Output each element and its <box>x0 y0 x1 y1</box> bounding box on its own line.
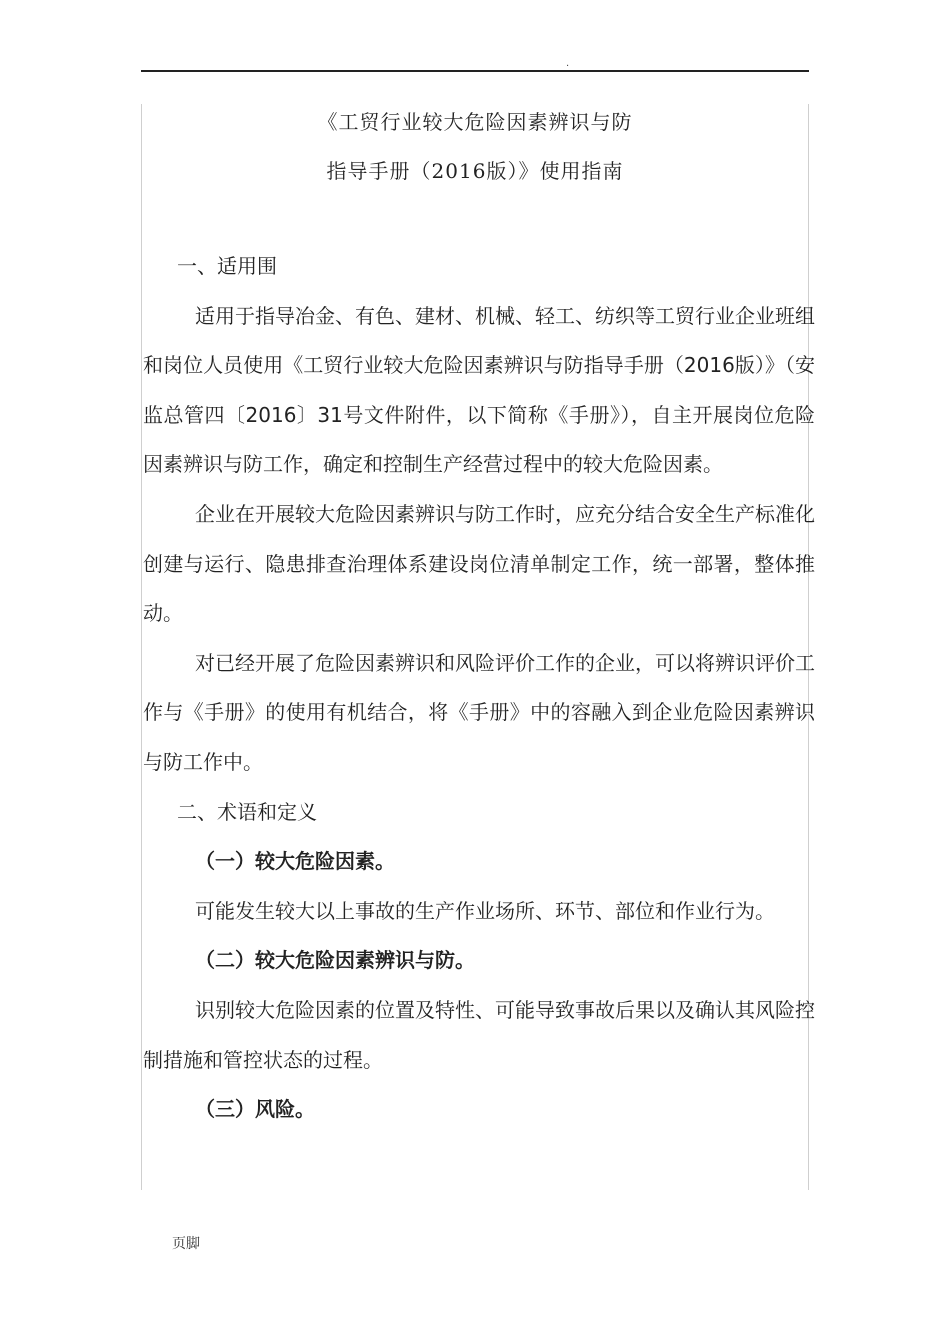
header-rule <box>141 70 809 72</box>
term-title-3: （三）风险。 <box>195 1097 315 1122</box>
section-heading-scope: 一、适用围 <box>177 254 277 278</box>
term-title-1: （一）较大危险因素。 <box>195 849 395 874</box>
document-title-line-1: 《工贸行业较大危险因素辨识与防 <box>317 110 633 134</box>
term-definition-2: 识别较大危险因素的位置及特性、可能导致事故后果以及确认其风险控制措施和管控状态的过程。 <box>143 997 815 1072</box>
paragraph-scope-3: 对已经开展了危险因素辨识和风险评价工作的企业，可以将辨识评价工作与《手册》的使用有机结合，将《手册》中的容融入到企业危险因素辨识与防工作中。 <box>143 650 815 774</box>
left-margin-line <box>141 104 142 1190</box>
page-footer: 页脚 <box>172 1236 200 1252</box>
document-body <box>143 242 815 1135</box>
header-marker: . <box>566 58 570 69</box>
term-definition-1: 可能发生较大以上事故的生产作业场所、环节、部位和作业行为。 <box>195 898 775 923</box>
paragraph-scope-1: 适用于指导冶金、有色、建材、机械、轻工、纺织等工贸行业企业班组和岗位人员使用《工贸行业较大危险因素辨识与防指导手册（2016版）》（安监总管四〔2016〕31号文件附件，以下简称《手册》），自主开展岗位危险因素辨识与防工作，确定和控制生产经营过程中的较大危险因素。 <box>143 303 815 477</box>
paragraph-scope-2: 企业在开展较大危险因素辨识与防工作时，应充分结合安全生产标准化创建与运行、隐患排查治理体系建设岗位清单制定工作，统一部署，整体推动。 <box>143 501 815 626</box>
section-heading-terms: 二、术语和定义 <box>177 799 317 824</box>
document-title-line-2: 指导手册（2016版）》使用指南 <box>326 159 624 183</box>
term-title-2: （二）较大危险因素辨识与防。 <box>195 948 475 973</box>
